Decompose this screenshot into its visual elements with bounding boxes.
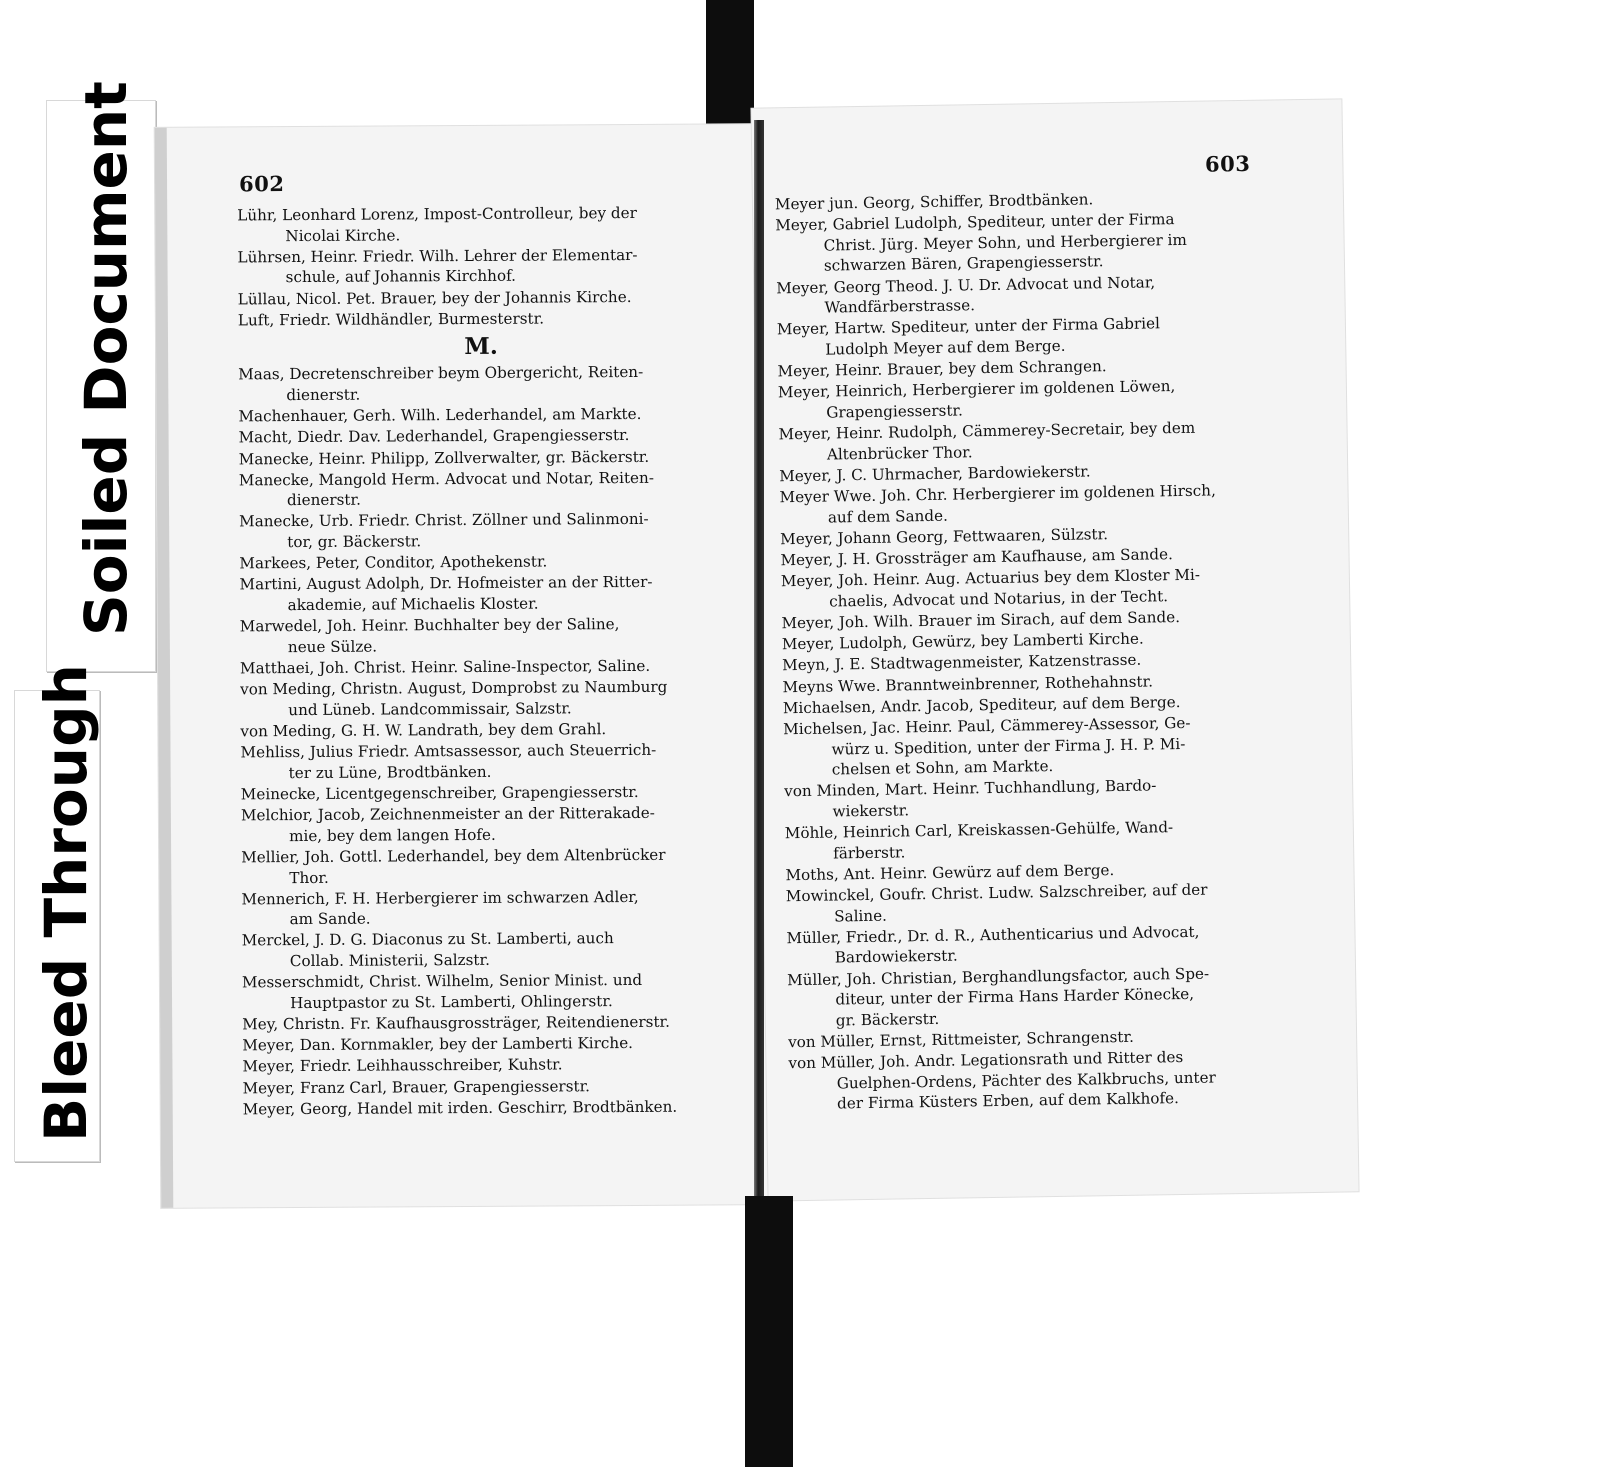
entry-line: Mellier, Joh. Gottl. Lederhandel, bey dem Altenbrücker [241,845,666,867]
right-page-number: 603 [1204,150,1251,177]
entry-continuation-line: Nicolai Kirche. [285,225,401,245]
directory-entry [241,886,727,930]
entry-continuation-line: gr. Bäckerstr. [835,1009,940,1030]
entry-line: Melchior, Jacob, Zeichnenmeister an der Ritterakade- [240,803,655,825]
entry-continuation-line: ter zu Lüne, Brodtbänken. [288,762,492,782]
directory-entry [779,480,1266,529]
directory-entry [778,417,1265,466]
entry-line: Mowinckel, Goufr. Christ. Ludw. Salzschreiber, auf der [785,880,1208,906]
directory-entry [240,614,726,658]
left-page-entries [237,202,729,1120]
entry-line: Meyer, Joh. Heinr. Aug. Actuarius bey dem Kloster Mi- [780,565,1201,591]
directory-entry [237,244,723,288]
entry-line: Mehliss, Julius Friedr. Amtsassessor, auch Steuerrich- [240,740,657,762]
entry-line: Lühr, Leonhard Lorenz, Impost-Controlleur, bey der [237,203,637,225]
entry-continuation-line: akademie, auf Michaelis Kloster. [287,594,539,615]
directory-entry [239,551,725,575]
directory-entry [241,844,727,888]
entry-line: Meyn, J. E. Stadtwagenmeister, Katzenstrasse. [782,651,1142,675]
entry-line: von Meding, G. H. W. Landrath, bey dem Grahl. [240,720,607,741]
entry-line: Meyns Wwe. Branntweinbrenner, Rothehahnstr. [782,672,1154,696]
directory-entry [237,202,723,246]
entry-continuation-line: Hauptpastor zu St. Lamberti, Ohlingerstr. [289,991,613,1012]
section-letter: M. [464,333,498,361]
directory-entry [786,879,1273,928]
entry-line: Meyer, Gabriel Ludolph, Spediteur, unter der Firma [775,210,1175,235]
entry-continuation-line: Ludolph Meyer auf dem Berge. [825,336,1066,359]
bottom-bookmark-ribbon [745,1196,793,1467]
entry-line: Meyer, Heinr. Rudolph, Cämmerey-Secretair, bey dem [778,418,1196,444]
entry-line: Müller, Friedr., Dr. d. R., Authenticarius und Advocat, [786,922,1200,948]
entry-continuation-line: Bardowiekerstr. [834,947,958,967]
directory-entry [240,655,726,679]
directory-entry [240,740,726,784]
entry-line: Meyer, Dan. Kornmakler, bey der Lamberti Kirche. [242,1034,634,1055]
entry-continuation-line: der Firma Küsters Erben, auf dem Kalkhofe. [836,1089,1180,1113]
entry-continuation-line: chaelis, Advocat und Notarius, in der Techt. [829,587,1169,611]
directory-entry [241,803,727,847]
directory-entry [243,1075,729,1099]
soiled-document-label: Soiled Document [72,81,140,636]
directory-entry [783,712,1270,781]
directory-entry [239,509,725,553]
entry-line: Messerschmidt, Christ. Wilhelm, Senior Minist. und [241,971,643,992]
entries-after-section [238,362,729,1120]
entry-continuation-line: Christ. Jürg. Meyer Sohn, und Herbergierer im [823,230,1187,255]
entry-line: Meyer, Georg Theod. J. U. Dr. Advocat und Notar, [776,272,1156,297]
entry-continuation-line: Thor. [289,868,329,887]
entries-before-section [237,202,724,330]
directory-entry [242,1033,728,1057]
entry-line: Lührsen, Heinr. Friedr. Wilh. Lehrer der Elementar- [237,245,638,267]
entry-line: Meyer, Hartw. Spediteur, unter der Firma Gabriel [776,314,1161,339]
directory-entry [775,208,1262,277]
entry-line: Macht, Diedr. Dav. Lederhandel, Grapengiesserstr. [238,426,630,447]
directory-entry [242,1054,728,1078]
top-bookmark-ribbon [706,0,754,132]
directory-entry [788,1046,1275,1115]
directory-entry [238,307,724,331]
directory-entry [787,962,1274,1031]
entry-continuation-line: dienerstr. [286,490,361,510]
entry-line: Luft, Friedr. Wildhändler, Burmesterstr. [237,309,545,330]
directory-entry [239,572,725,616]
entry-line: von Müller, Ernst, Rittmeister, Schrangenstr. [787,1027,1134,1052]
entry-continuation-line: am Sande. [289,909,371,929]
entry-continuation-line: diteur, unter der Firma Hans Harder Könecke, [835,985,1195,1009]
directory-entry [243,1096,729,1120]
entry-line: Merckel, J. D. G. Diaconus zu St. Lamberti, auch [241,929,614,950]
directory-entry [242,928,728,972]
directory-entry [777,312,1264,361]
entry-line: Müller, Joh. Christian, Berghandlungsfactor, auch Spe- [787,964,1210,989]
entry-continuation-line: Guelphen-Ordens, Pächter des Kalkbruchs, unter [836,1068,1216,1093]
entry-line: Mey, Christn. Fr. Kaufhausgrossträger, Reitendienerstr. [242,1012,670,1034]
directory-entry [239,425,725,449]
entry-line: Meyer, Heinr. Brauer, bey dem Schrangen. [777,357,1107,381]
directory-entry [786,920,1273,969]
directory-entry [238,286,724,310]
right-page-entries [775,187,1275,1116]
entry-continuation-line: schule, auf Johannis Kirchhof. [285,267,517,287]
directory-entry [781,564,1268,613]
directory-entry [778,375,1265,424]
entry-line: Meinecke, Licentgegenschreiber, Grapengiesserstr. [240,782,639,804]
entry-line: Meyer, Franz Carl, Brauer, Grapengiesserstr. [242,1076,591,1097]
entry-continuation-line: Wandfärberstrasse. [824,296,976,317]
left-page-number: 602 [238,171,285,197]
entry-line: Machenhauer, Gerh. Wilh. Lederhandel, am Markte. [238,405,642,426]
entry-line: Meyer, Heinrich, Herbergierer im goldenen Löwen, [777,377,1176,402]
entry-line: Möhle, Heinrich Carl, Kreiskassen-Gehülfe, Wand- [784,818,1174,843]
directory-entry [239,446,725,470]
directory-entry [240,677,726,721]
entry-line: Moths, Ant. Heinr. Gewürz auf dem Berge. [785,860,1115,885]
entry-line: Michaelsen, Andr. Jacob, Spediteur, auf dem Berge. [782,692,1181,718]
entry-continuation-line: färberstr. [833,843,906,863]
left-page [155,124,774,1208]
entry-continuation-line: schwarzen Bären, Grapengiesserstr. [823,252,1104,275]
entry-continuation-line: und Lüneb. Landcommissair, Salzstr. [288,699,572,719]
entry-continuation-line: Altenbrücker Thor. [826,442,973,464]
entry-line: Martini, August Adolph, Dr. Hofmeister an der Ritter- [239,573,653,594]
bleed-through-label: Bleed Through [32,664,100,1142]
book-gutter [754,120,764,1200]
directory-entry [241,781,727,805]
directory-entry [784,774,1271,823]
directory-entry [238,362,724,406]
directory-entry [240,718,726,742]
entry-line: Meyer, J. C. Uhrmacher, Bardowiekerstr. [779,462,1091,486]
directory-entry [242,1011,728,1035]
entry-continuation-line: mie, bey dem langen Hofe. [288,825,496,845]
entry-line: Meyer, Johann Georg, Fettwaaren, Sülzstr. [780,524,1109,549]
directory-entry [776,270,1263,319]
entry-line: Meyer, J. H. Grossträger am Kaufhause, am Sande. [780,545,1174,570]
entry-line: Maas, Decretenschreiber beym Obergericht, Reiten- [238,363,644,384]
entry-continuation-line: auf dem Sande. [827,506,949,527]
directory-entry [238,404,724,428]
entry-continuation-line: Grapengiesserstr. [826,401,964,422]
entry-line: von Minden, Mart. Heinr. Tuchhandlung, Bardo- [784,776,1157,801]
entry-line: Manecke, Heinr. Philipp, Zollverwalter, gr. Bäckerstr. [238,447,650,468]
entry-line: Meyer Wwe. Joh. Chr. Herbergierer im goldenen Hirsch, [779,481,1216,507]
entry-continuation-line: neue Sülze. [287,637,378,656]
entry-line: Manecke, Urb. Friedr. Christ. Zöllner und Salinmoni- [239,510,649,531]
entry-line: Meyer jun. Georg, Schiffer, Brodtbänken. [774,190,1094,214]
directory-entry [242,970,728,1014]
entry-line: Meyer, Friedr. Leihhausschreiber, Kuhstr. [242,1055,563,1076]
entry-line: Manecke, Mangold Herm. Advocat und Notar, Reiten- [238,468,654,490]
entry-continuation-line: dienerstr. [286,385,361,405]
entry-line: Meyer, Georg, Handel mit irden. Geschirr, Brodtbänken. [242,1097,678,1119]
directory-entry [239,467,725,511]
entry-line: Michelsen, Jac. Heinr. Paul, Cämmerey-Assessor, Ge- [783,713,1191,739]
entry-line: Lüllau, Nicol. Pet. Brauer, bey der Johannis Kirche. [237,287,632,308]
entry-line: von Müller, Joh. Andr. Legationsrath und Ritter des [788,1048,1184,1073]
right-page [751,99,1358,1200]
entry-line: von Meding, Christn. August, Domprobst zu Naumburg [240,677,668,699]
entry-continuation-line: Saline. [834,906,888,926]
entry-line: Markees, Peter, Conditor, Apothekenstr. [239,552,548,573]
entry-continuation-line: Collab. Ministerii, Salzstr. [289,950,490,971]
entry-continuation-line: tor, gr. Bäckerstr. [287,532,422,552]
entry-continuation-line: chelsen et Sohn, am Markte. [831,757,1054,779]
entry-continuation-line: würz u. Spedition, unter der Firma J. H. P. Mi- [831,734,1186,759]
entry-line: Meyer, Ludolph, Gewürz, bey Lamberti Kirche. [781,629,1144,654]
entry-line: Marwedel, Joh. Heinr. Buchhalter bey der Saline, [239,615,620,636]
entry-continuation-line: wiekerstr. [832,801,910,821]
directory-entry [785,816,1272,865]
entry-line: Meyer, Joh. Wilh. Brauer im Sirach, auf dem Sande. [781,608,1181,633]
entry-line: Mennerich, F. H. Herbergierer im schwarzen Adler, [241,887,639,909]
entry-line: Matthaei, Joh. Christ. Heinr. Saline-Inspector, Saline. [239,656,651,678]
